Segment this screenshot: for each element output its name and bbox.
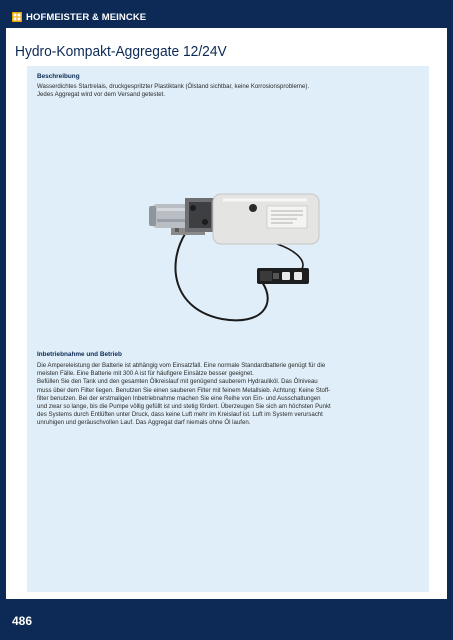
text-line: und zwar so lange, bis die Pumpe völlig gefüllt ist und stetig fördert. Überzeugen Sie sich am höchsten Punkt <box>37 403 331 411</box>
page-sheet <box>6 28 447 599</box>
section-heading-inbetriebnahme: Inbetriebnahme und Betrieb <box>37 351 122 358</box>
text-line: Befüllen Sie den Tank und den gesamten Ölkreislauf mit genügend sauberem Hydrauliköl. Das Ölniveau <box>37 378 318 386</box>
brand-logo <box>12 11 146 23</box>
text-line: Wasserdichtes Startrelais, druckgespritzter Plastiktank (Ölstand sichtbar, keine Korrosionsprobleme). <box>37 83 310 90</box>
content-panel <box>27 66 429 592</box>
text-line: filter benutzen. Bei der erstmaligen Inbetriebnahme machen Sie eine Reihe von Ein- und Ausschaltungen <box>37 394 321 402</box>
text-line: muss über dem Filter liegen. Benutzen Sie einen sauberen Filter mit feinem Metallsieb. Achtung: Keine Stoff- <box>37 386 331 394</box>
page-number: 486 <box>12 614 33 628</box>
section-text-beschreibung <box>37 83 309 99</box>
text-line: des Systems durch Entlüften unter Druck, dass keine Luft mehr im Kreislauf ist. Luft im System verursacht <box>37 411 323 419</box>
text-line: Die Ampereleistung der Batterie ist abhängig vom Einsatzfall. Eine normale Standardbatterie genügt für die <box>37 362 326 369</box>
text-line: unruhigen und geräuschvollen Lauf. Das Aggregat darf niemals ohne Öl laufen. <box>37 419 251 427</box>
top-bar <box>0 0 453 28</box>
brand-name: HOFMEISTER & MEINCKE <box>26 11 147 23</box>
text-line: meisten Fälle. Eine Batterie mit 300 A ist für häufigere Einsätze besser geeignet. <box>37 370 254 378</box>
section-text-inbetriebnahme <box>37 362 331 428</box>
hydraulic-power-unit-image <box>127 164 337 334</box>
section-heading-beschreibung: Beschreibung <box>37 73 80 80</box>
text-line: Jedes Aggregat wird vor dem Versand getestet. <box>37 91 166 99</box>
page-title: Hydro-Kompakt-Aggregate 12/24V <box>15 43 227 60</box>
brand-mark-icon <box>12 12 22 22</box>
